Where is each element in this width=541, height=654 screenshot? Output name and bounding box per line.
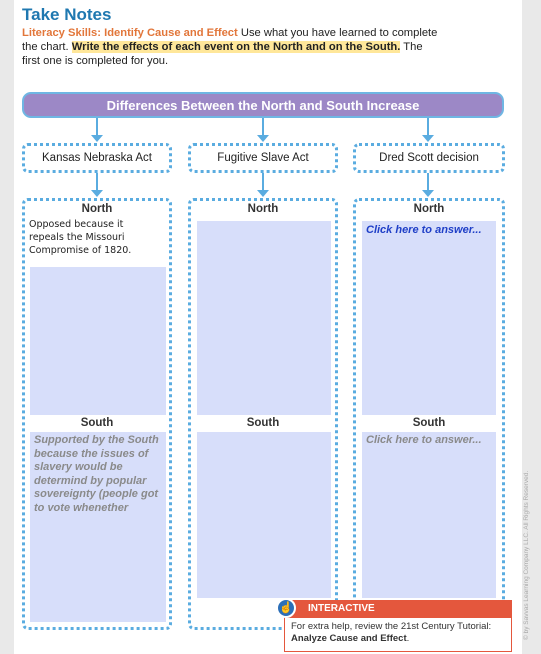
- south-answer-field[interactable]: [362, 432, 496, 598]
- interactive-body: [284, 618, 512, 652]
- event-box-fugitive-slave: Fugitive Slave Act: [188, 143, 338, 173]
- worksheet-page: [14, 0, 530, 654]
- arrow-down-icon: [96, 173, 98, 191]
- event-box-kansas-nebraska: Kansas Nebraska Act: [22, 143, 172, 173]
- instruction-text-2: The first one is completed for you.: [22, 41, 423, 67]
- interactive-callout[interactable]: [276, 598, 512, 654]
- north-heading: North: [81, 203, 113, 215]
- interactive-label: INTERACTIVE: [284, 600, 512, 618]
- interactive-text: For extra help, review the 21st Century Tutorial:: [291, 621, 492, 632]
- hand-pointer-icon: ☝: [276, 598, 296, 618]
- north-answer-field[interactable]: [30, 267, 166, 415]
- north-answer-field[interactable]: [197, 221, 331, 415]
- effects-column-kansas-nebraska: [22, 198, 172, 630]
- south-heading: South: [246, 417, 280, 429]
- arrow-down-icon: [262, 173, 264, 191]
- chart-banner: Differences Between the North and South Increase: [22, 92, 504, 118]
- effects-column-dred-scott: [353, 198, 505, 630]
- instruction-text-1: Use what you have learned to complete the chart.: [22, 27, 438, 53]
- copyright-notice: © by Savvas Learning Company LLC. All Rights Reserved.: [523, 470, 530, 640]
- south-heading: South: [412, 417, 446, 429]
- arrow-down-icon: [427, 173, 429, 191]
- page-title: Take Notes: [22, 5, 112, 24]
- north-answer-text: Opposed because it repeals the Missouri Compromise of 1820.: [29, 219, 132, 256]
- south-answer-text: Supported by the South because the issues of slavery would be determind by popular sovereignty (people got to vote whenether: [34, 434, 159, 514]
- instruction-highlight: Write the effects of each event on the North and on the South.: [71, 41, 401, 53]
- effects-column-fugitive-slave: [188, 198, 338, 630]
- skill-label: Literacy Skills: Identify Cause and Effect: [22, 27, 238, 39]
- north-answer-placeholder[interactable]: Click here to answer...: [366, 224, 482, 236]
- north-heading: North: [413, 203, 445, 215]
- south-heading: South: [80, 417, 114, 429]
- interactive-text-end: .: [406, 633, 410, 644]
- arrow-down-icon: [427, 118, 429, 136]
- interactive-link-text[interactable]: Analyze Cause and Effect: [291, 633, 407, 644]
- arrow-down-icon: [96, 118, 98, 136]
- instructions: [22, 26, 442, 68]
- north-answer-field[interactable]: [362, 221, 496, 415]
- arrow-down-icon: [262, 118, 264, 136]
- south-answer-placeholder[interactable]: Click here to answer...: [366, 434, 482, 446]
- event-box-dred-scott: Dred Scott decision: [353, 143, 505, 173]
- south-answer-field[interactable]: [197, 432, 331, 598]
- north-heading: North: [247, 203, 279, 215]
- south-answer-field[interactable]: [30, 432, 166, 622]
